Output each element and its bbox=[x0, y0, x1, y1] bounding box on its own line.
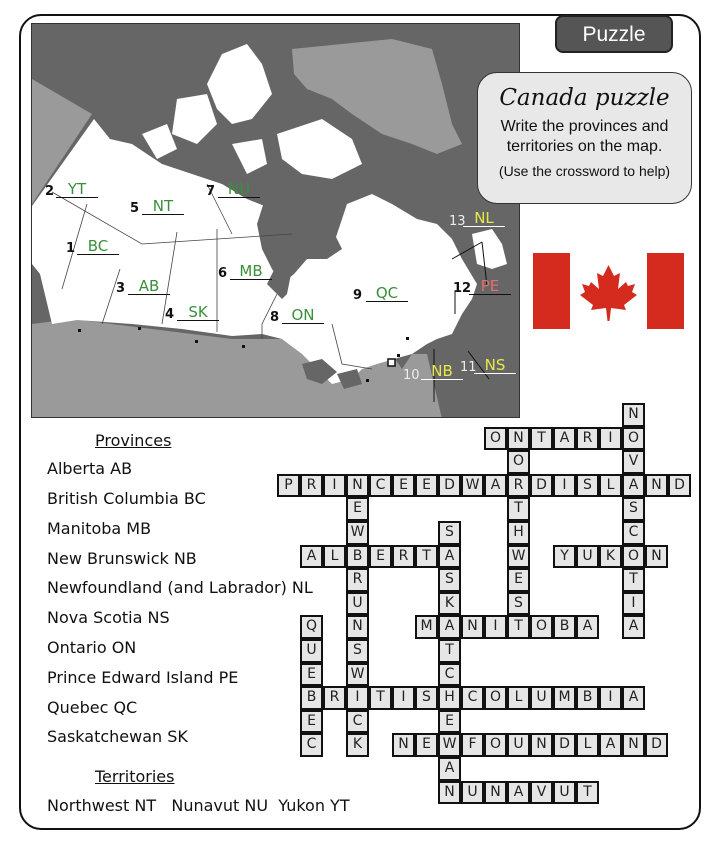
crossword-cell[interactable]: Y bbox=[553, 545, 576, 569]
crossword-cell[interactable]: W bbox=[461, 474, 484, 498]
crossword-cell[interactable]: O bbox=[484, 733, 507, 757]
crossword-cell[interactable]: F bbox=[461, 733, 484, 757]
crossword-cell[interactable]: P bbox=[277, 474, 300, 498]
maple-leaf-icon bbox=[580, 265, 637, 321]
map-number-6: 6 bbox=[218, 266, 228, 281]
crossword-cell[interactable]: D bbox=[438, 474, 461, 498]
crossword-cell[interactable]: D bbox=[530, 474, 553, 498]
crossword-cell[interactable]: D bbox=[553, 733, 576, 757]
crossword-cell[interactable]: N bbox=[530, 733, 553, 757]
map-answer-qc[interactable]: QC bbox=[366, 285, 408, 302]
map-number-1: 1 bbox=[66, 241, 76, 256]
province-item: Ontario ON bbox=[47, 638, 137, 657]
crossword-cell[interactable]: V bbox=[622, 450, 645, 474]
crossword-cell[interactable]: T bbox=[507, 497, 530, 521]
map-answer-nb[interactable]: NB bbox=[421, 363, 463, 380]
crossword-cell[interactable]: M bbox=[553, 686, 576, 710]
crossword-cell[interactable]: E bbox=[300, 663, 323, 687]
crossword-cell[interactable]: A bbox=[438, 545, 461, 569]
map-answer-ns[interactable]: NS bbox=[474, 357, 516, 374]
crossword-cell[interactable]: W bbox=[346, 663, 369, 687]
crossword-cell[interactable]: E bbox=[369, 545, 392, 569]
map-answer-pe[interactable]: PE bbox=[469, 278, 511, 295]
crossword-cell[interactable]: I bbox=[622, 592, 645, 616]
crossword-cell[interactable]: U bbox=[553, 781, 576, 805]
puzzle-tab: Puzzle bbox=[555, 15, 673, 53]
map-answer-nt[interactable]: NT bbox=[142, 198, 184, 215]
crossword-cell[interactable]: I bbox=[392, 686, 415, 710]
crossword-cell[interactable]: N bbox=[622, 733, 645, 757]
crossword-cell[interactable]: M bbox=[415, 615, 438, 639]
crossword-cell[interactable]: I bbox=[599, 427, 622, 451]
crossword-cell[interactable]: A bbox=[576, 615, 599, 639]
map-number-13: 13 bbox=[449, 214, 466, 229]
flag-right-bar bbox=[647, 253, 684, 329]
map-number-9: 9 bbox=[353, 288, 363, 303]
crossword-cell[interactable]: L bbox=[576, 733, 599, 757]
crossword-cell[interactable]: N bbox=[484, 781, 507, 805]
crossword-cell[interactable]: S bbox=[507, 592, 530, 616]
crossword-cell[interactable]: R bbox=[576, 427, 599, 451]
crossword-cell[interactable]: B bbox=[553, 615, 576, 639]
province-item: Quebec QC bbox=[47, 698, 138, 717]
crossword-cell[interactable]: U bbox=[300, 639, 323, 663]
map-number-12: 12 bbox=[453, 281, 472, 296]
map-answer-nu[interactable]: NU bbox=[218, 181, 260, 198]
crossword-cell[interactable]: A bbox=[507, 781, 530, 805]
crossword-cell[interactable]: T bbox=[438, 639, 461, 663]
crossword-cell[interactable]: C bbox=[622, 521, 645, 545]
crossword-cell[interactable]: T bbox=[507, 615, 530, 639]
instructions-box bbox=[477, 72, 692, 204]
canada-flag bbox=[533, 253, 684, 329]
crossword-cell[interactable]: O bbox=[622, 545, 645, 569]
instructions-line-1: Write the provinces and bbox=[500, 118, 669, 135]
crossword-cell[interactable]: S bbox=[622, 497, 645, 521]
crossword-cell[interactable]: A bbox=[484, 474, 507, 498]
crossword-cell[interactable]: W bbox=[346, 521, 369, 545]
crossword-cell[interactable]: T bbox=[530, 427, 553, 451]
crossword-cell[interactable]: O bbox=[530, 615, 553, 639]
crossword-cell[interactable]: W bbox=[438, 733, 461, 757]
territories-heading: Territories bbox=[95, 767, 175, 786]
map-number-7: 7 bbox=[206, 184, 216, 199]
crossword-cell[interactable]: U bbox=[530, 686, 553, 710]
crossword-cell[interactable]: N bbox=[622, 403, 645, 427]
crossword-cell[interactable]: S bbox=[438, 568, 461, 592]
crossword-cell[interactable]: I bbox=[599, 686, 622, 710]
map-number-10: 10 bbox=[403, 368, 420, 383]
map-answer-mb[interactable]: MB bbox=[230, 263, 272, 280]
crossword-cell[interactable]: A bbox=[300, 545, 323, 569]
crossword-cell[interactable]: U bbox=[461, 781, 484, 805]
crossword-cell[interactable]: L bbox=[507, 686, 530, 710]
crossword-cell[interactable]: A bbox=[438, 757, 461, 781]
crossword-cell[interactable]: S bbox=[346, 639, 369, 663]
crossword-cell[interactable]: U bbox=[576, 545, 599, 569]
crossword-cell[interactable]: R bbox=[323, 686, 346, 710]
crossword-cell[interactable]: D bbox=[668, 474, 691, 498]
crossword-cell[interactable]: U bbox=[346, 592, 369, 616]
crossword-cell[interactable]: E bbox=[438, 710, 461, 734]
crossword-cell[interactable]: S bbox=[576, 474, 599, 498]
crossword-cell[interactable]: N bbox=[507, 427, 530, 451]
crossword-cell[interactable]: H bbox=[438, 686, 461, 710]
map-number-8: 8 bbox=[270, 310, 280, 325]
crossword-cell[interactable]: L bbox=[323, 545, 346, 569]
crossword-cell[interactable]: R bbox=[346, 568, 369, 592]
crossword-cell[interactable]: C bbox=[369, 474, 392, 498]
crossword-cell[interactable]: T bbox=[415, 545, 438, 569]
crossword-cell[interactable]: E bbox=[392, 474, 415, 498]
map-answer-sk[interactable]: SK bbox=[177, 304, 219, 321]
crossword-cell[interactable]: N bbox=[346, 474, 369, 498]
province-item: British Columbia BC bbox=[47, 489, 206, 508]
crossword-cell[interactable]: O bbox=[484, 427, 507, 451]
map-answer-bc[interactable]: BC bbox=[77, 238, 119, 255]
flag-left-bar bbox=[533, 253, 570, 329]
crossword-cell[interactable]: E bbox=[415, 474, 438, 498]
crossword-cell[interactable]: T bbox=[369, 686, 392, 710]
map-answer-ab[interactable]: AB bbox=[128, 278, 170, 295]
crossword-cell[interactable]: N bbox=[346, 615, 369, 639]
map-number-11: 11 bbox=[460, 360, 477, 375]
crossword-cell[interactable]: D bbox=[645, 733, 668, 757]
crossword-cell[interactable]: Q bbox=[300, 615, 323, 639]
crossword-cell[interactable]: N bbox=[645, 545, 668, 569]
province-item: New Brunswick NB bbox=[47, 549, 197, 568]
crossword-cell[interactable]: E bbox=[507, 568, 530, 592]
instructions-hint: (Use the crossword to help) bbox=[498, 163, 671, 179]
crossword-cell[interactable]: B bbox=[576, 686, 599, 710]
map-answer-yt[interactable]: YT bbox=[56, 181, 98, 198]
province-item: Prince Edward Island PE bbox=[47, 668, 239, 687]
canada-map bbox=[31, 23, 520, 418]
crossword-cell[interactable]: O bbox=[507, 450, 530, 474]
province-item: Manitoba MB bbox=[47, 519, 152, 538]
crossword-cell[interactable]: N bbox=[438, 781, 461, 805]
crossword-cell[interactable]: R bbox=[507, 474, 530, 498]
crossword-cell[interactable]: A bbox=[553, 427, 576, 451]
crossword-cell[interactable]: K bbox=[438, 592, 461, 616]
crossword-cell[interactable]: E bbox=[300, 710, 323, 734]
map-graphic bbox=[32, 24, 520, 418]
territories-line: Northwest NT Nunavut NU Yukon YT bbox=[47, 796, 350, 815]
provinces-heading: Provinces bbox=[95, 431, 172, 450]
crossword-cell[interactable]: C bbox=[300, 733, 323, 757]
map-number-4: 4 bbox=[165, 307, 175, 322]
crossword-cell[interactable]: C bbox=[438, 663, 461, 687]
province-item: Alberta AB bbox=[47, 459, 133, 478]
crossword-cell[interactable]: C bbox=[461, 686, 484, 710]
crossword-cell[interactable]: B bbox=[300, 686, 323, 710]
crossword-cell[interactable]: R bbox=[300, 474, 323, 498]
map-answer-nl[interactable]: NL bbox=[463, 210, 505, 227]
crossword-cell[interactable]: I bbox=[484, 615, 507, 639]
map-answer-on[interactable]: ON bbox=[282, 307, 324, 324]
crossword-cell[interactable]: C bbox=[346, 710, 369, 734]
instructions-line-2: territories on the map. bbox=[506, 138, 663, 155]
crossword-cell[interactable]: A bbox=[622, 474, 645, 498]
crossword-cell[interactable]: O bbox=[484, 686, 507, 710]
crossword-cell[interactable]: A bbox=[622, 686, 645, 710]
crossword-cell[interactable]: E bbox=[415, 733, 438, 757]
crossword-cell[interactable]: A bbox=[438, 615, 461, 639]
crossword-cell[interactable]: A bbox=[622, 615, 645, 639]
crossword-cell[interactable]: V bbox=[530, 781, 553, 805]
crossword-cell[interactable]: A bbox=[599, 733, 622, 757]
crossword-cell[interactable]: L bbox=[599, 474, 622, 498]
crossword-cell[interactable]: T bbox=[622, 568, 645, 592]
crossword-cell[interactable]: S bbox=[438, 521, 461, 545]
map-number-3: 3 bbox=[116, 281, 126, 296]
crossword-cell[interactable]: O bbox=[622, 427, 645, 451]
crossword-cell[interactable]: I bbox=[553, 474, 576, 498]
province-item: Nova Scotia NS bbox=[47, 608, 170, 627]
crossword-cell[interactable]: I bbox=[346, 686, 369, 710]
province-item: Newfoundland (and Labrador) NL bbox=[47, 578, 313, 597]
crossword-cell[interactable]: I bbox=[323, 474, 346, 498]
crossword-cell[interactable]: W bbox=[507, 545, 530, 569]
crossword-cell[interactable]: K bbox=[599, 545, 622, 569]
map-number-5: 5 bbox=[130, 201, 140, 216]
crossword-cell[interactable]: T bbox=[576, 781, 599, 805]
crossword-cell[interactable]: E bbox=[346, 497, 369, 521]
crossword-cell[interactable]: K bbox=[346, 733, 369, 757]
map-number-2: 2 bbox=[45, 184, 55, 199]
crossword-cell[interactable]: B bbox=[346, 545, 369, 569]
crossword-cell[interactable]: H bbox=[507, 521, 530, 545]
province-item: Saskatchewan SK bbox=[47, 727, 188, 746]
crossword-cell[interactable]: N bbox=[392, 733, 415, 757]
crossword-cell[interactable]: N bbox=[645, 474, 668, 498]
puzzle-title: Canada puzzle bbox=[499, 85, 670, 111]
crossword-cell[interactable]: S bbox=[415, 686, 438, 710]
crossword-cell[interactable]: U bbox=[507, 733, 530, 757]
crossword-cell[interactable]: R bbox=[392, 545, 415, 569]
crossword-cell[interactable]: N bbox=[461, 615, 484, 639]
